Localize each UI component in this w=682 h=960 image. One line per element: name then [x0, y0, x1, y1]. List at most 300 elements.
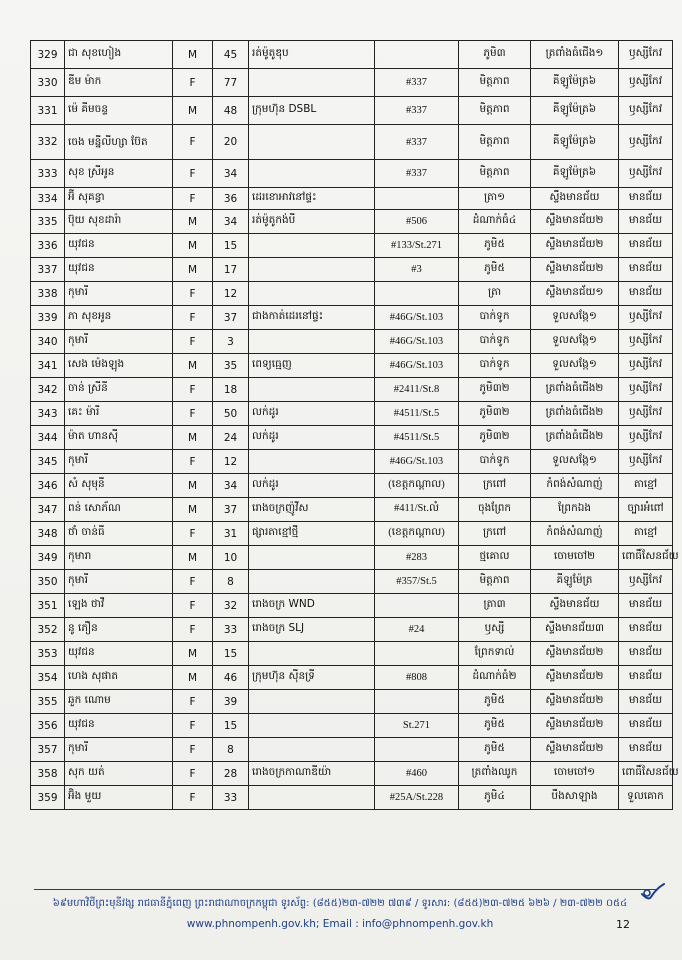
cell-person-name: ថាំ ចាន់ធី	[65, 522, 173, 546]
cell-age: 34	[213, 160, 249, 188]
cell-district: មានជ័យ	[619, 690, 673, 714]
cell-village: មិត្តភាព	[459, 125, 531, 160]
table-row	[31, 354, 673, 378]
cell-district: មានជ័យ	[619, 666, 673, 690]
cell-workplace	[249, 282, 375, 306]
cell-workplace: ជាងកាត់ដេរនៅផ្ទះ	[249, 306, 375, 330]
cell-age: 10	[213, 546, 249, 570]
cell-district: ឫស្សីកែវ	[619, 402, 673, 426]
cell-row-number: 352	[31, 618, 65, 642]
cell-row-number: 353	[31, 642, 65, 666]
cell-person-name: សុខ ស្រីអូន	[65, 160, 173, 188]
cell-district: តាខ្មៅ	[619, 522, 673, 546]
cell-house-number: #337	[375, 160, 459, 188]
cell-person-name: គេះ ម៉ារី	[65, 402, 173, 426]
cell-age: 20	[213, 125, 249, 160]
table-row	[31, 666, 673, 690]
table-row	[31, 258, 673, 282]
cell-person-name: ប៊ុយ សុខដារ៉ា	[65, 210, 173, 234]
cell-age: 37	[213, 498, 249, 522]
cell-house-number: #133/St.271	[375, 234, 459, 258]
cell-sex: M	[173, 97, 213, 125]
page-number: 12	[616, 918, 630, 931]
cell-sex: F	[173, 69, 213, 97]
cell-village: ដំណាក់ធំ៤	[459, 210, 531, 234]
cell-sex: F	[173, 522, 213, 546]
cell-age: 18	[213, 378, 249, 402]
cell-house-number: #460	[375, 762, 459, 786]
cell-row-number: 351	[31, 594, 65, 618]
cell-person-name: ចេង មន្នីលីហ្សា ប៊ែត	[65, 125, 173, 160]
cell-row-number: 341	[31, 354, 65, 378]
cell-age: 8	[213, 738, 249, 762]
cell-row-number: 359	[31, 786, 65, 810]
cell-village: ភូមិ៥	[459, 258, 531, 282]
cell-sex: M	[173, 354, 213, 378]
cell-age: 12	[213, 282, 249, 306]
cell-house-number: #283	[375, 546, 459, 570]
cell-village: ភូមិ៣២	[459, 378, 531, 402]
cell-workplace: ក្រុមហ៊ុន ស៊ីនទ្រី	[249, 666, 375, 690]
cell-age: 15	[213, 234, 249, 258]
cell-workplace	[249, 450, 375, 474]
cell-row-number: 355	[31, 690, 65, 714]
handwritten-check-mark-icon	[640, 882, 666, 902]
cell-village: ភូមិ៥	[459, 234, 531, 258]
cell-row-number: 330	[31, 69, 65, 97]
cell-workplace	[249, 69, 375, 97]
table-row	[31, 498, 673, 522]
cell-row-number: 349	[31, 546, 65, 570]
cell-age: 39	[213, 690, 249, 714]
cell-person-name: យុវជន	[65, 234, 173, 258]
cell-district: មានជ័យ	[619, 642, 673, 666]
cell-district: ច្បារអំពៅ	[619, 498, 673, 522]
table-row	[31, 402, 673, 426]
cell-district: ឫស្សីកែវ	[619, 306, 673, 330]
cell-workplace: រោងចក្រ SLJ	[249, 618, 375, 642]
cell-commune: គីឡូម៉ែត្រ៦	[531, 125, 619, 160]
cell-house-number: #808	[375, 666, 459, 690]
table-row	[31, 188, 673, 210]
cell-age: 37	[213, 306, 249, 330]
case-register-table	[30, 40, 679, 810]
cell-person-name: ពន់ សោភ័ណ	[65, 498, 173, 522]
cell-age: 31	[213, 522, 249, 546]
cell-village: មិត្តភាព	[459, 69, 531, 97]
cell-district: ឫស្សីកែវ	[619, 354, 673, 378]
cell-person-name: សេង ម៉េងឡុង	[65, 354, 173, 378]
cell-commune: ចោមចៅ១	[531, 762, 619, 786]
cell-district: មានជ័យ	[619, 282, 673, 306]
cell-district: មានជ័យ	[619, 714, 673, 738]
cell-district: មានជ័យ	[619, 618, 673, 642]
cell-village: ដំណាក់ធំ២	[459, 666, 531, 690]
cell-age: 50	[213, 402, 249, 426]
cell-house-number: #337	[375, 69, 459, 97]
cell-sex: M	[173, 426, 213, 450]
cell-commune: ស្ទឹងមានជ័យ១	[531, 282, 619, 306]
cell-workplace	[249, 234, 375, 258]
cell-row-number: 331	[31, 97, 65, 125]
cell-village: ចុងព្រែក	[459, 498, 531, 522]
table-row	[31, 125, 673, 160]
cell-age: 46	[213, 666, 249, 690]
cell-commune: គីឡូម៉ែត្រ៦	[531, 97, 619, 125]
cell-commune: ស្ទឹងមានជ័យ២	[531, 258, 619, 282]
cell-workplace	[249, 125, 375, 160]
cell-house-number: #4511/St.5	[375, 426, 459, 450]
cell-row-number: 329	[31, 41, 65, 69]
cell-house-number: (ខេត្តកណ្តាល)	[375, 522, 459, 546]
cell-workplace	[249, 378, 375, 402]
cell-row-number: 338	[31, 282, 65, 306]
cell-person-name: កុមារី	[65, 738, 173, 762]
table-row	[31, 714, 673, 738]
cell-village: ភូមិ៣	[459, 41, 531, 69]
cell-workplace	[249, 714, 375, 738]
cell-sex: F	[173, 762, 213, 786]
cell-workplace: លក់ដូរ	[249, 474, 375, 498]
cell-village: ភូមិ៤	[459, 786, 531, 810]
cell-house-number	[375, 594, 459, 618]
cell-workplace: រត់ម៉ូតូកង់បី	[249, 210, 375, 234]
cell-row-number: 333	[31, 160, 65, 188]
cell-sex: M	[173, 642, 213, 666]
cell-row-number: 336	[31, 234, 65, 258]
cell-commune: គីឡូម៉ែត្រ	[531, 570, 619, 594]
cell-age: 45	[213, 41, 249, 69]
cell-house-number: #506	[375, 210, 459, 234]
cell-person-name: សុក យត់	[65, 762, 173, 786]
cell-person-name: កុមារី	[65, 282, 173, 306]
cell-commune: ស្ទឹងមានជ័យ២	[531, 690, 619, 714]
cell-commune: ទួលសង្កែ១	[531, 354, 619, 378]
cell-person-name: យុវជន	[65, 258, 173, 282]
cell-sex: F	[173, 160, 213, 188]
cell-commune: ស្ទឹងមានជ័យ២	[531, 738, 619, 762]
cell-house-number: #2411/St.8	[375, 378, 459, 402]
cell-house-number: #337	[375, 97, 459, 125]
cell-person-name: យុវជន	[65, 714, 173, 738]
cell-sex: M	[173, 258, 213, 282]
cell-village: ភូមិ៥	[459, 738, 531, 762]
cell-sex: M	[173, 474, 213, 498]
cell-row-number: 346	[31, 474, 65, 498]
cell-age: 12	[213, 450, 249, 474]
cell-workplace: ផ្សារតាខ្មៅថ្មី	[249, 522, 375, 546]
cell-commune: គីឡូម៉ែត្រ៦	[531, 160, 619, 188]
cell-person-name: ហេង សុផាត	[65, 666, 173, 690]
cell-commune: ចោមចៅ២	[531, 546, 619, 570]
cell-row-number: 340	[31, 330, 65, 354]
cell-village: ភូមិ៥	[459, 714, 531, 738]
cell-village: ត្រា៣	[459, 594, 531, 618]
cell-commune: ស្ទឹងមានជ័យ	[531, 188, 619, 210]
cell-commune: ត្រពាំងធំជើង១	[531, 41, 619, 69]
cell-row-number: 343	[31, 402, 65, 426]
cell-district: ទួលគោក	[619, 786, 673, 810]
cell-commune: ស្ទឹងមានជ័យ២	[531, 714, 619, 738]
table-row	[31, 306, 673, 330]
cell-district: ពោធិ៍សែនជ័យ	[619, 762, 673, 786]
cell-sex: M	[173, 546, 213, 570]
cell-workplace	[249, 258, 375, 282]
cell-house-number: #3	[375, 258, 459, 282]
cell-village: មិត្តភាព	[459, 570, 531, 594]
cell-age: 36	[213, 188, 249, 210]
cell-person-name: កុមារី	[65, 570, 173, 594]
cell-row-number: 354	[31, 666, 65, 690]
cell-commune: កំពង់សំណាញ់	[531, 474, 619, 498]
cell-row-number: 356	[31, 714, 65, 738]
cell-person-name: យុវជន	[65, 642, 173, 666]
cell-person-name: កុមារី	[65, 450, 173, 474]
cell-district: ឫស្សីកែវ	[619, 378, 673, 402]
cell-commune: ស្ទឹងមានជ័យ	[531, 594, 619, 618]
cell-village: មិត្តភាព	[459, 97, 531, 125]
cell-house-number: #24	[375, 618, 459, 642]
cell-district: តាខ្មៅ	[619, 474, 673, 498]
cell-commune: ព្រែកឯង	[531, 498, 619, 522]
table-row	[31, 160, 673, 188]
cell-district: ឫស្សីកែវ	[619, 41, 673, 69]
cell-sex: F	[173, 450, 213, 474]
table-row	[31, 786, 673, 810]
cell-sex: F	[173, 690, 213, 714]
cell-house-number: #357/St.5	[375, 570, 459, 594]
cell-person-name: អ៊ី សុគន្ធា	[65, 188, 173, 210]
cell-age: 34	[213, 210, 249, 234]
cell-workplace: ក្រុមហ៊ុន DSBL	[249, 97, 375, 125]
cell-commune: ស្ទឹងមានជ័យ២	[531, 666, 619, 690]
cell-district: ឫស្សីកែវ	[619, 330, 673, 354]
cell-district: មានជ័យ	[619, 594, 673, 618]
cell-district: ឫស្សីកែវ	[619, 450, 673, 474]
cell-sex: F	[173, 125, 213, 160]
cell-workplace: លក់ដូរ	[249, 402, 375, 426]
cell-workplace: ដេរខោអាវនៅផ្ទះ	[249, 188, 375, 210]
table-body	[31, 41, 679, 810]
cell-row-number: 347	[31, 498, 65, 522]
cell-house-number: #46G/St.103	[375, 306, 459, 330]
cell-district: ឫស្សីកែវ	[619, 69, 673, 97]
cell-workplace	[249, 738, 375, 762]
cell-person-name: ឌីម ម៉ាក	[65, 69, 173, 97]
cell-sex: M	[173, 41, 213, 69]
cell-village: បាក់ទូក	[459, 330, 531, 354]
footer-divider	[34, 889, 656, 890]
cell-age: 17	[213, 258, 249, 282]
table-row	[31, 690, 673, 714]
cell-house-number: #46G/St.103	[375, 450, 459, 474]
table-row	[31, 282, 673, 306]
cell-sex: F	[173, 402, 213, 426]
cell-district: មានជ័យ	[619, 210, 673, 234]
cell-age: 3	[213, 330, 249, 354]
cell-district: មានជ័យ	[619, 234, 673, 258]
table-row	[31, 594, 673, 618]
cell-sex: M	[173, 234, 213, 258]
cell-commune: ត្រពាំងធំជើង២	[531, 426, 619, 450]
cell-row-number: 342	[31, 378, 65, 402]
cell-row-number: 332	[31, 125, 65, 160]
cell-village: ត្រា១	[459, 188, 531, 210]
cell-age: 77	[213, 69, 249, 97]
cell-sex: M	[173, 666, 213, 690]
cell-sex: F	[173, 786, 213, 810]
table-row	[31, 738, 673, 762]
cell-village: ភូមិ៣២	[459, 402, 531, 426]
cell-person-name: សំ សុមុនី	[65, 474, 173, 498]
cell-village: បាក់ទូក	[459, 450, 531, 474]
cell-sex: F	[173, 570, 213, 594]
cell-workplace	[249, 642, 375, 666]
cell-workplace: រោងចក្រកាណាឌីយ៉ា	[249, 762, 375, 786]
cell-age: 33	[213, 786, 249, 810]
cell-age: 8	[213, 570, 249, 594]
cell-person-name: ជា សុខហៀង	[65, 41, 173, 69]
table-row	[31, 97, 673, 125]
cell-person-name: ឆួក ណោម	[65, 690, 173, 714]
cell-workplace: រោងចក្រ WND	[249, 594, 375, 618]
cell-commune: ស្ទឹងមានជ័យ២	[531, 210, 619, 234]
cell-row-number: 337	[31, 258, 65, 282]
cell-sex: F	[173, 330, 213, 354]
cell-house-number	[375, 282, 459, 306]
cell-age: 33	[213, 618, 249, 642]
cell-workplace	[249, 330, 375, 354]
cell-house-number	[375, 738, 459, 762]
cell-workplace: ពេទ្យធ្មេញ	[249, 354, 375, 378]
cell-village: ឫស្សី	[459, 618, 531, 642]
cell-sex: M	[173, 498, 213, 522]
cell-age: 24	[213, 426, 249, 450]
table-row	[31, 762, 673, 786]
cell-person-name: ភា សុខអូន	[65, 306, 173, 330]
cell-person-name: ម៉េ គីមចន្ទ	[65, 97, 173, 125]
cell-row-number: 339	[31, 306, 65, 330]
table-row	[31, 618, 673, 642]
cell-row-number: 345	[31, 450, 65, 474]
cell-age: 35	[213, 354, 249, 378]
table-row	[31, 426, 673, 450]
cell-village: ក្រពៅ	[459, 522, 531, 546]
cell-workplace	[249, 160, 375, 188]
cell-sex: F	[173, 738, 213, 762]
cell-sex: F	[173, 378, 213, 402]
cell-row-number: 344	[31, 426, 65, 450]
footer-web-email: www.phnompenh.gov.kh; Email : info@phnompenh.gov.kh	[186, 918, 494, 930]
cell-age: 48	[213, 97, 249, 125]
cell-row-number: 357	[31, 738, 65, 762]
cell-district: មានជ័យ	[619, 188, 673, 210]
cell-village: ត្រា	[459, 282, 531, 306]
cell-house-number	[375, 642, 459, 666]
cell-age: 34	[213, 474, 249, 498]
cell-sex: F	[173, 714, 213, 738]
cell-workplace	[249, 690, 375, 714]
cell-workplace: រត់ម៉ូតូឌុប	[249, 41, 375, 69]
table-row	[31, 450, 673, 474]
cell-person-name: កុមារី	[65, 330, 173, 354]
cell-house-number: #46G/St.103	[375, 354, 459, 378]
table-row	[31, 41, 673, 69]
table-row	[31, 642, 673, 666]
cell-village: ត្រពាំងឈូក	[459, 762, 531, 786]
cell-sex: F	[173, 306, 213, 330]
cell-commune: ទួលសង្កែ១	[531, 306, 619, 330]
table-row	[31, 69, 673, 97]
cell-house-number: St.271	[375, 714, 459, 738]
cell-commune: ទួលសង្កែ១	[531, 450, 619, 474]
cell-age: 15	[213, 642, 249, 666]
cell-commune: ស្ទឹងមានជ័យ២	[531, 642, 619, 666]
cell-district: ឫស្សីកែវ	[619, 570, 673, 594]
cell-district: ឫស្សីកែវ	[619, 160, 673, 188]
cell-age: 15	[213, 714, 249, 738]
cell-district: ពោធិ៍សែនជ័យ	[619, 546, 673, 570]
cell-commune: បឹងសាឡាង	[531, 786, 619, 810]
table-row	[31, 522, 673, 546]
table-row	[31, 474, 673, 498]
cell-row-number: 358	[31, 762, 65, 786]
cell-commune: ត្រពាំងធំជើង២	[531, 378, 619, 402]
cell-sex: F	[173, 618, 213, 642]
cell-commune: ស្ទឹងមានជ័យ៣	[531, 618, 619, 642]
cell-sex: F	[173, 188, 213, 210]
cell-sex: F	[173, 594, 213, 618]
cell-row-number: 348	[31, 522, 65, 546]
cell-house-number: #46G/St.103	[375, 330, 459, 354]
cell-age: 32	[213, 594, 249, 618]
cell-house-number: #4511/St.5	[375, 402, 459, 426]
cell-person-name: ម៉ាត ហានស៊ី	[65, 426, 173, 450]
cell-row-number: 350	[31, 570, 65, 594]
cell-commune: កំពង់សំណាញ់	[531, 522, 619, 546]
cell-commune: ត្រពាំងធំជើង២	[531, 402, 619, 426]
cell-age: 28	[213, 762, 249, 786]
cell-workplace	[249, 546, 375, 570]
cell-village: ថ្មគោល	[459, 546, 531, 570]
cell-row-number: 334	[31, 188, 65, 210]
table-row	[31, 210, 673, 234]
cell-village: ភូមិ៣២	[459, 426, 531, 450]
cell-house-number	[375, 690, 459, 714]
cell-person-name: នូ ភឿន	[65, 618, 173, 642]
cell-district: មានជ័យ	[619, 258, 673, 282]
cell-district: ឫស្សីកែវ	[619, 426, 673, 450]
table-row	[31, 330, 673, 354]
table-row	[31, 570, 673, 594]
table-row	[31, 234, 673, 258]
cell-workplace: លក់ដូរ	[249, 426, 375, 450]
cell-workplace	[249, 570, 375, 594]
cell-village: បាក់ទូក	[459, 306, 531, 330]
cell-house-number: #25A/St.228	[375, 786, 459, 810]
cell-district: ឫស្សីកែវ	[619, 125, 673, 160]
cell-commune: ទួលសង្កែ១	[531, 330, 619, 354]
cell-commune: ស្ទឹងមានជ័យ២	[531, 234, 619, 258]
cell-person-name: អ៊ិង មួយ	[65, 786, 173, 810]
cell-district: មានជ័យ	[619, 738, 673, 762]
cell-village: មិត្តភាព	[459, 160, 531, 188]
cell-sex: M	[173, 210, 213, 234]
cell-house-number: (ខេត្តកណ្តាល)	[375, 474, 459, 498]
cell-person-name: ឡេង ថាវី	[65, 594, 173, 618]
cell-workplace: រោងចក្រញ៉ូវីស	[249, 498, 375, 522]
cell-house-number	[375, 41, 459, 69]
